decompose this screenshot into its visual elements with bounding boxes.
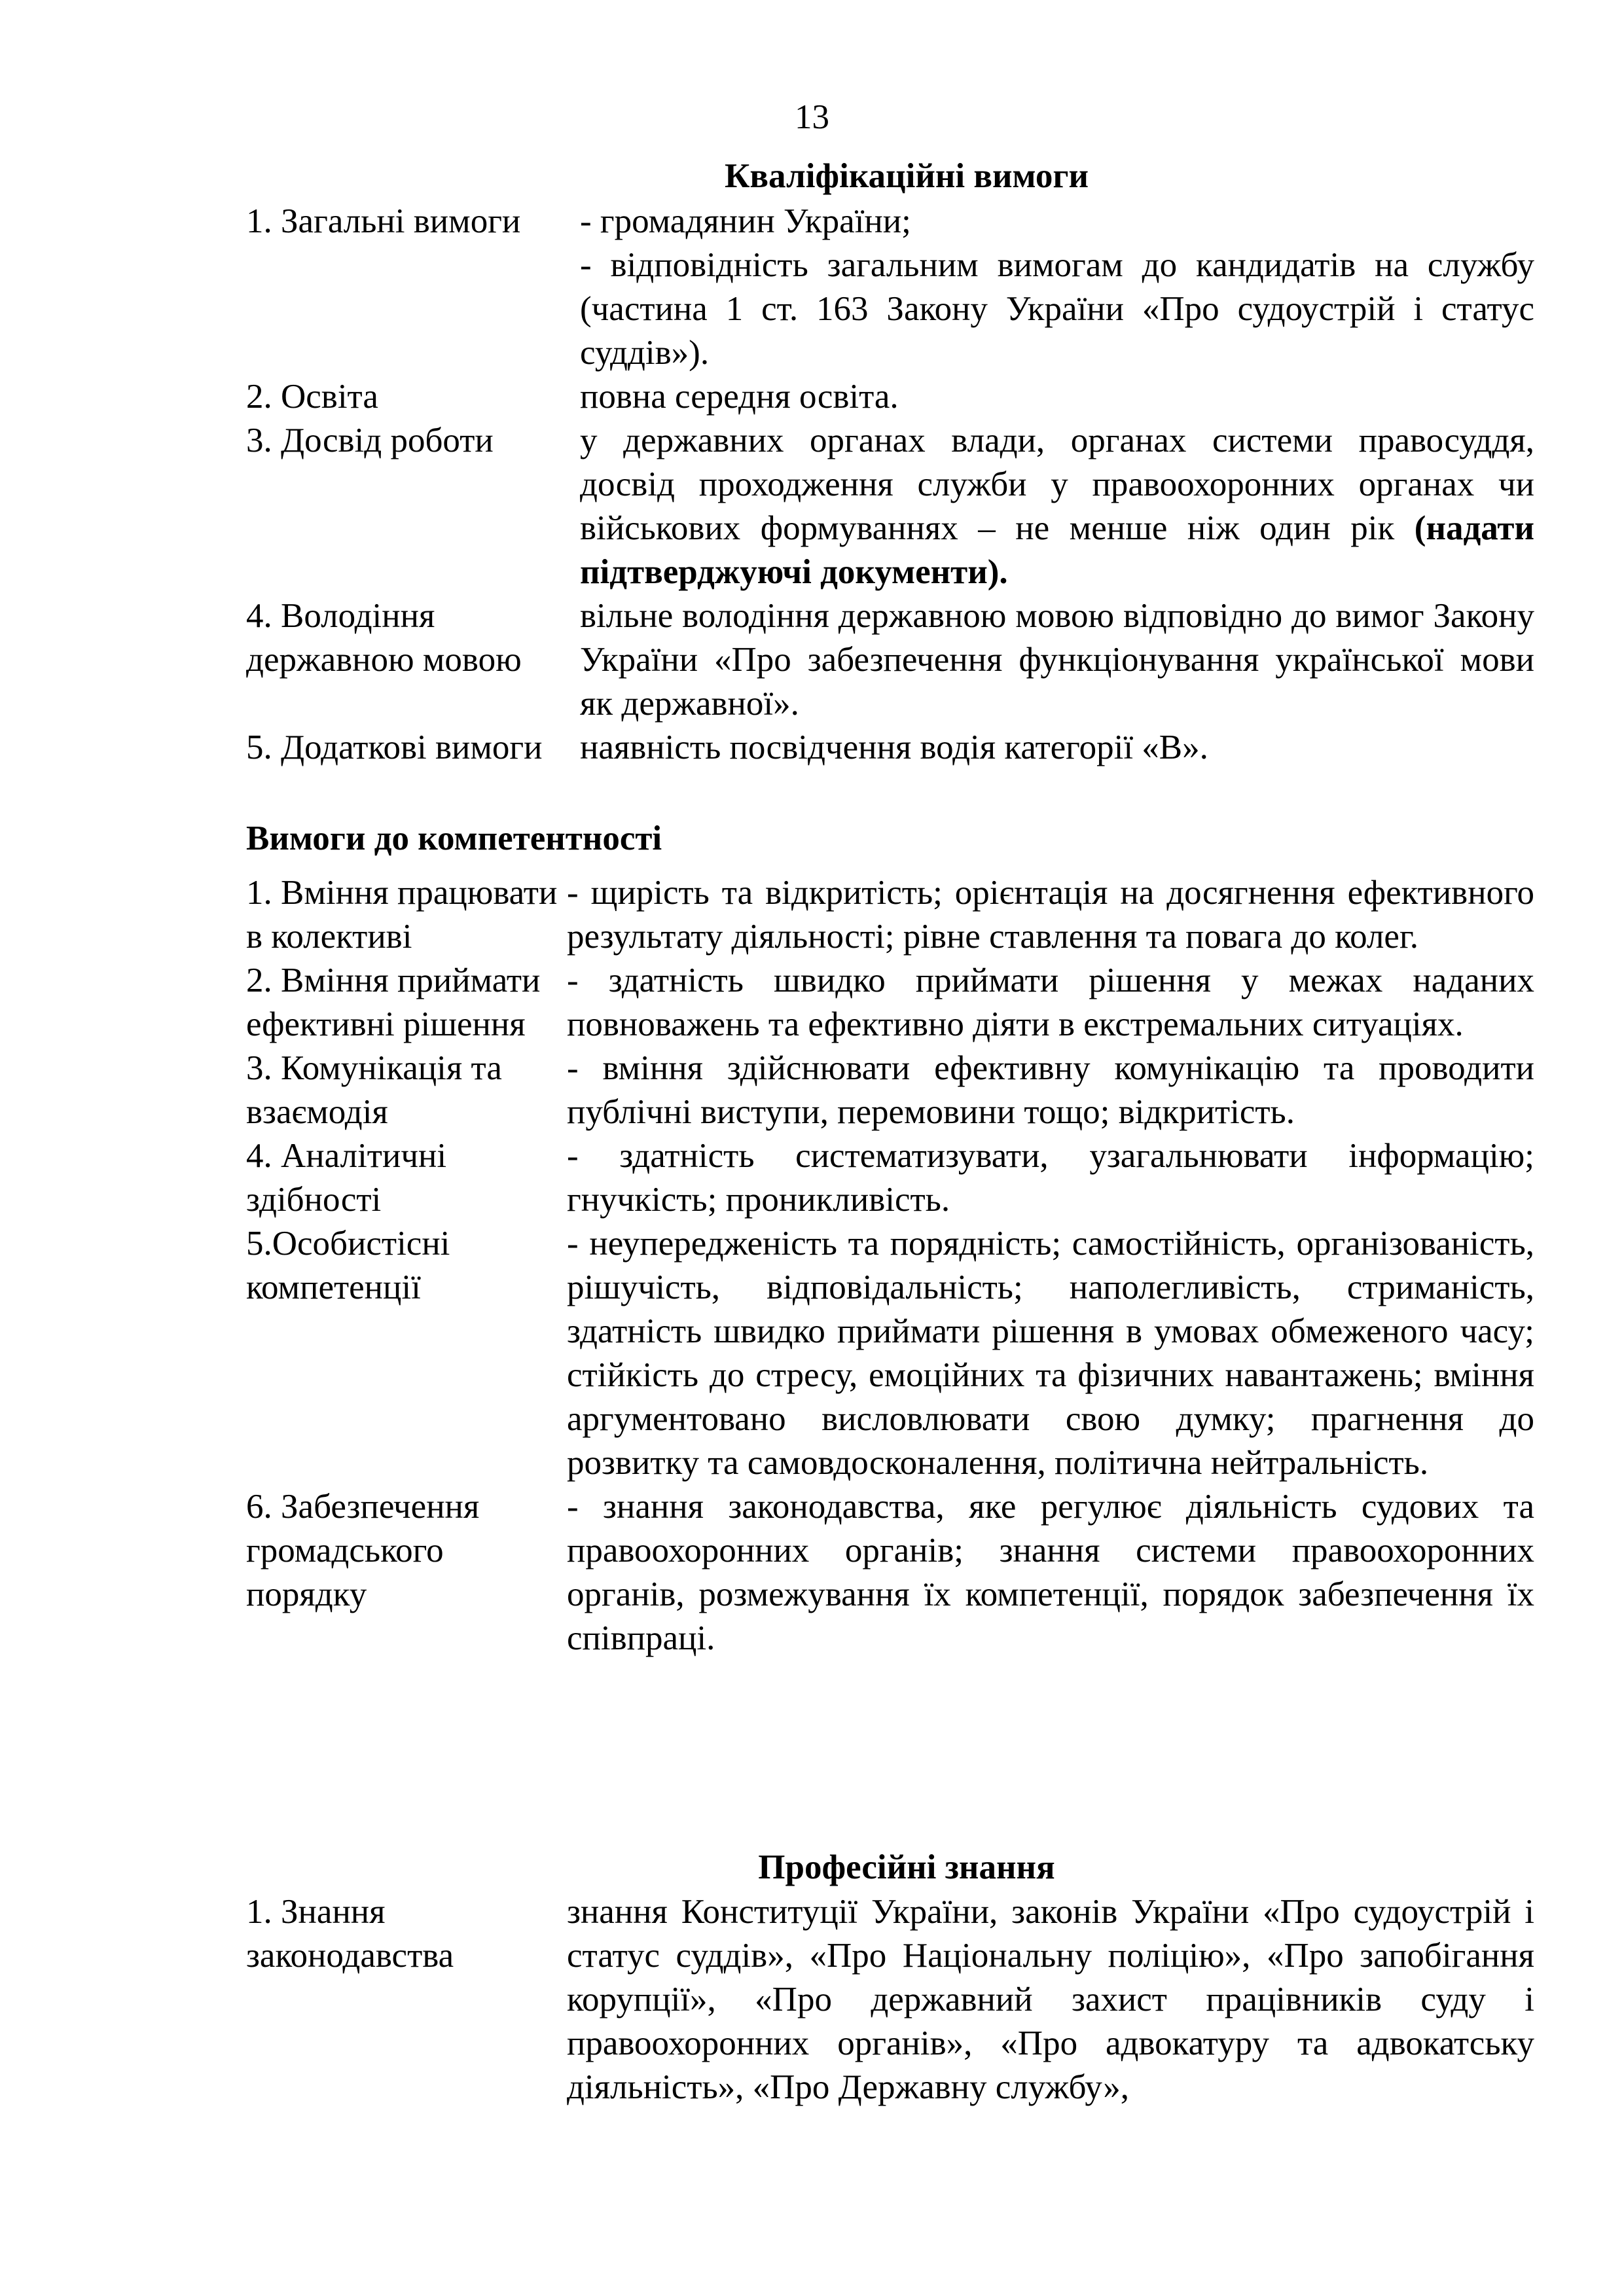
value-line: - вміння здійснювати ефективну комунікацію та проводити публічні виступи, перемовини тощо; відкритість. — [567, 1049, 1534, 1131]
competence-row-teamwork — [246, 871, 1534, 959]
row-value — [567, 1485, 1534, 1660]
row-value — [580, 726, 1534, 770]
value-line — [580, 419, 1534, 594]
competence-heading: Вимоги до компетентності — [246, 819, 662, 857]
row-label: 4. Аналітичні здібності — [246, 1137, 447, 1219]
value-line: - здатність швидко приймати рішення у межах наданих повноважень та ефективно діяти в екстремальних ситуаціях. — [567, 961, 1534, 1043]
row-value — [567, 1890, 1534, 2109]
value-line: - відповідність загальним вимогам до кандидатів на службу (частина 1 ст. 163 Закону України «Про судоустрій і статус суддів»). — [580, 246, 1534, 372]
value-line: - неупередженість та порядність; самостійність, організованість, рішучість, відповідальність; наполегливість, стриманість, здатність швидко приймати рішення в умовах обмеженого часу; стійкість до стресу, емоційних та фізичних навантажень; вміння аргументовано висловлювати свою думку; прагнення до розвитку та самовдосконалення, політична нейтральність. — [567, 1225, 1534, 1482]
row-value — [580, 200, 1534, 375]
row-label: 1. Вміння працювати в колективі — [246, 874, 558, 956]
value-line: - громадянин України; — [580, 202, 911, 240]
row-value — [580, 419, 1534, 594]
value-line: знання Конституції України, законів України «Про судоустрій і статус суддів», «Про Національну поліцію», «Про запобігання корупції», «Про державний захист працівників суду і правоохоронних органів», «Про адвокатуру та адвокатську діяльність», «Про Державну службу», — [567, 1893, 1534, 2106]
experience-text: у державних органах влади, органах системи правосуддя, досвід проходження служби у правоохоронних органах чи військових формуваннях – не менше ніж один рік — [580, 422, 1534, 547]
row-label: 5.Особистісні компетенції — [246, 1225, 450, 1306]
value-line: наявність посвідчення водія категорії «В». — [580, 728, 1208, 766]
value-line: - щирість та відкритість; орієнтація на досягнення ефективного результату діяльності; рівне ставлення та повага до колег. — [567, 874, 1534, 956]
row-label: 5. Додаткові вимоги — [246, 728, 543, 766]
competence-row-communication — [246, 1047, 1534, 1134]
experience-note: (надати підтверджуючі документи). — [580, 509, 1534, 591]
row-label: 2. Вміння приймати ефективні рішення — [246, 961, 541, 1043]
row-label: 3. Досвід роботи — [246, 422, 494, 459]
professional-row-legislation — [246, 1890, 1534, 2109]
competence-row-public-order — [246, 1485, 1534, 1660]
row-label: 4. Володіння державною мовою — [246, 597, 522, 679]
competence-row-personal — [246, 1222, 1534, 1485]
qualification-heading: Кваліфікаційні вимоги — [724, 157, 1089, 195]
value-line: - знання законодавства, яке регулює діяльність судових та правоохоронних органів; знання системи правоохоронних органів, розмежування їх компетенції, порядок забезпечення їх співпраці. — [567, 1488, 1534, 1657]
row-value — [567, 1134, 1534, 1222]
value-line: повна середня освіта. — [580, 378, 899, 416]
qualification-row-language — [246, 594, 1534, 726]
value-line: вільне володіння державною мовою відповідно до вимог Закону України «Про забезпечення функціонування української мови як державної». — [580, 597, 1534, 723]
row-label: 6. Забезпечення громадського порядку — [246, 1488, 480, 1613]
qualification-row-general — [246, 200, 1534, 375]
qualification-row-experience — [246, 419, 1534, 594]
page-number: 13 — [795, 98, 829, 136]
row-label: 2. Освіта — [246, 378, 378, 416]
row-value — [567, 959, 1534, 1047]
row-label: 1. Знання законодавства — [246, 1893, 454, 1975]
qualification-row-education — [246, 375, 1534, 419]
row-value — [567, 1047, 1534, 1134]
professional-heading: Професійні знання — [758, 1848, 1055, 1886]
competence-row-analytics — [246, 1134, 1534, 1222]
row-label: 3. Комунікація та взаємодія — [246, 1049, 502, 1131]
row-label: 1. Загальні вимоги — [246, 202, 521, 240]
row-value — [567, 871, 1534, 959]
qualification-section — [246, 200, 1534, 770]
value-line: - здатність систематизувати, узагальнювати інформацію; гнучкість; проникливість. — [567, 1137, 1534, 1219]
row-value — [580, 594, 1534, 726]
competence-row-decisions — [246, 959, 1534, 1047]
competence-section — [246, 871, 1534, 1660]
professional-section — [246, 1890, 1534, 2109]
row-value — [580, 375, 1534, 419]
row-value — [567, 1222, 1534, 1485]
qualification-row-additional — [246, 726, 1534, 770]
